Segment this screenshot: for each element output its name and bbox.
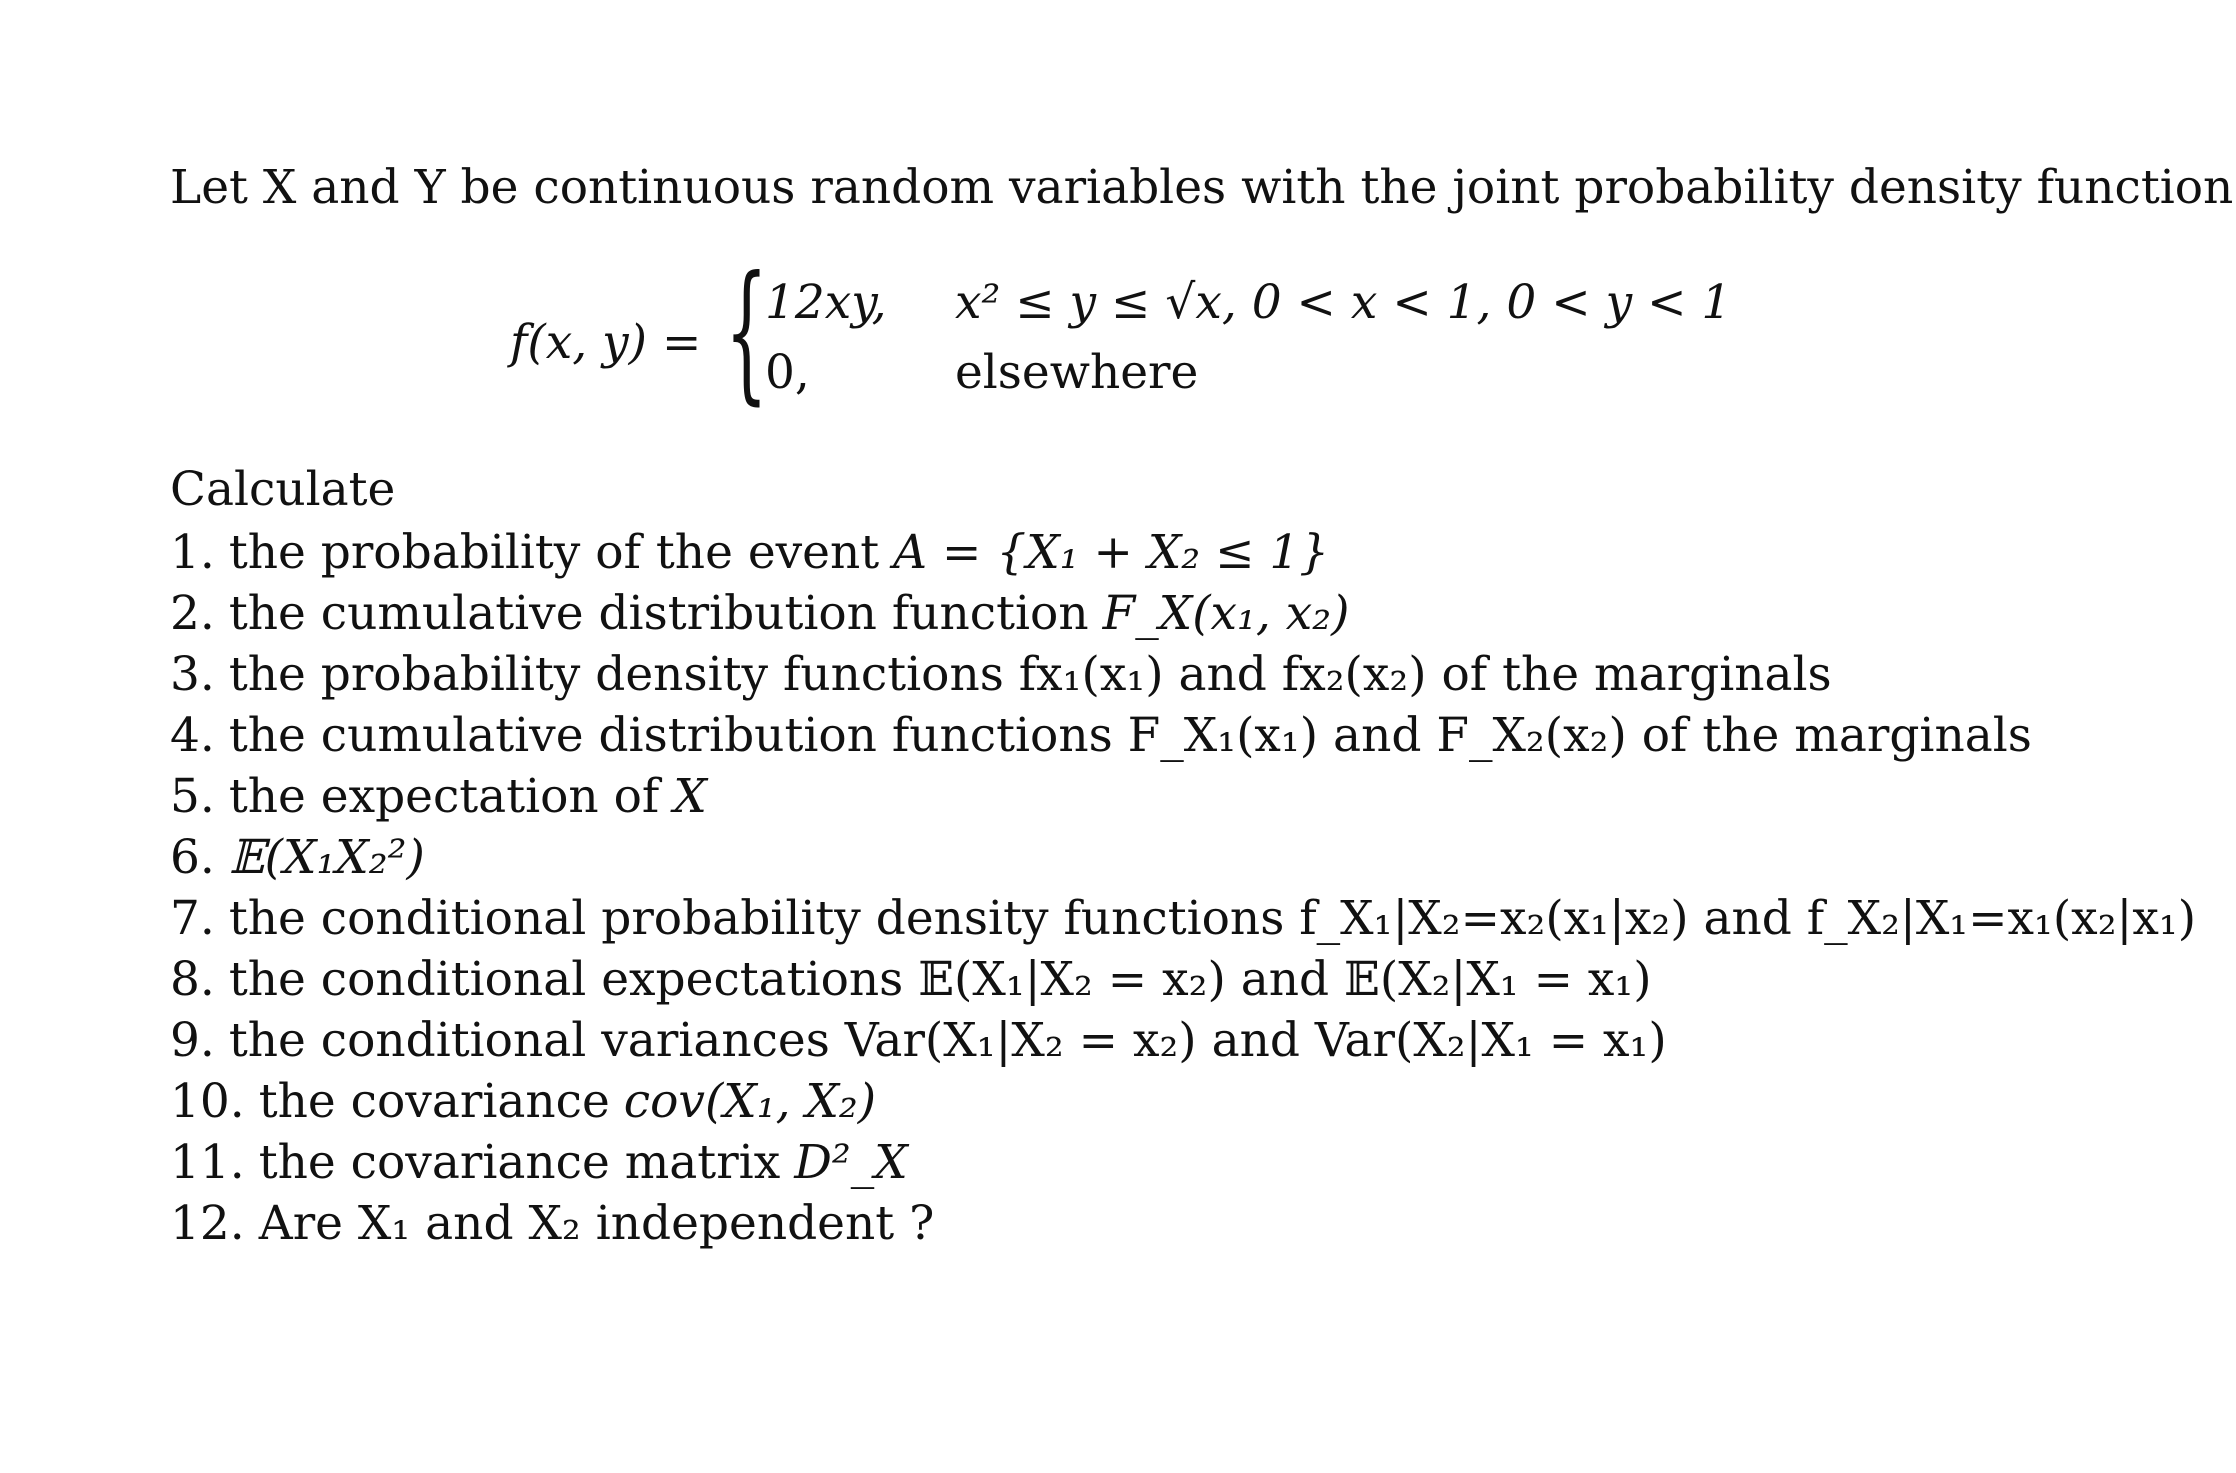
item-text: the probability of the event (228, 525, 880, 580)
case-value: 12xy, (765, 275, 887, 330)
item-text: the covariance (258, 1074, 610, 1129)
list-item (170, 1071, 2196, 1132)
item-number: 2. (170, 586, 215, 641)
list-item (170, 705, 2196, 766)
item-expression: 𝔼(X₁X₂²) (228, 830, 425, 885)
cases-brace: { (725, 245, 768, 419)
item-number: 6. (170, 830, 215, 885)
item-expression: X (673, 769, 707, 824)
item-number: 11. (170, 1135, 245, 1190)
list-item (170, 949, 2196, 1010)
item-number: 7. (170, 891, 215, 946)
item-text: the conditional probability density functions f_X₁|X₂=x₂(x₁|x₂) and f_X₂|X₁=x₁(x₂|x₁) (228, 891, 2197, 946)
calculate-heading: Calculate (170, 462, 396, 517)
task-list (170, 522, 2196, 1254)
item-number: 3. (170, 647, 215, 702)
case-condition: elsewhere (954, 345, 1199, 400)
item-expression: F_X(x₁, x₂) (1102, 586, 1350, 641)
case-value: 0, (765, 345, 810, 400)
item-number: 10. (170, 1074, 245, 1129)
item-text: the covariance matrix (258, 1135, 781, 1190)
item-text: the cumulative distribution function (228, 586, 1089, 641)
item-text: Are X₁ and X₂ independent ? (258, 1196, 935, 1251)
item-text: the probability density functions fx₁(x₁) and fx₂(x₂) of the marginals (228, 647, 1832, 702)
list-item (170, 1193, 2196, 1254)
intro-paragraph: Let X and Y be continuous random variables with the joint probability density function (170, 160, 2234, 215)
item-text: the conditional expectations 𝔼(X₁|X₂ = x₂) and 𝔼(X₂|X₁ = x₁) (228, 952, 1652, 1007)
item-number: 1. (170, 525, 215, 580)
item-text: the expectation of (228, 769, 660, 824)
item-expression: D²_X (794, 1135, 908, 1190)
formula-case-row (765, 345, 1198, 400)
list-item (170, 888, 2196, 949)
list-item (170, 644, 2196, 705)
item-number: 12. (170, 1196, 245, 1251)
item-text: the cumulative distribution functions F_X₁(x₁) and F_X₂(x₂) of the marginals (228, 708, 2032, 763)
item-expression: A = {X₁ + X₂ ≤ 1} (893, 525, 1330, 580)
item-expression: cov(X₁, X₂) (623, 1074, 877, 1129)
case-condition: x² ≤ y ≤ √x, 0 < x < 1, 0 < y < 1 (954, 275, 1732, 330)
item-number: 8. (170, 952, 215, 1007)
list-item (170, 1132, 2196, 1193)
item-text: the conditional variances Var(X₁|X₂ = x₂) and Var(X₂|X₁ = x₁) (228, 1013, 1667, 1068)
list-item (170, 583, 2196, 644)
formula-case-row (765, 275, 1731, 330)
list-item (170, 522, 2196, 583)
item-number: 5. (170, 769, 215, 824)
list-item (170, 766, 2196, 827)
item-number: 4. (170, 708, 215, 763)
joint-density-formula (510, 245, 1760, 425)
formula-lhs: f(x, y) = (510, 315, 702, 370)
list-item (170, 827, 2196, 888)
item-number: 9. (170, 1013, 215, 1068)
list-item (170, 1010, 2196, 1071)
